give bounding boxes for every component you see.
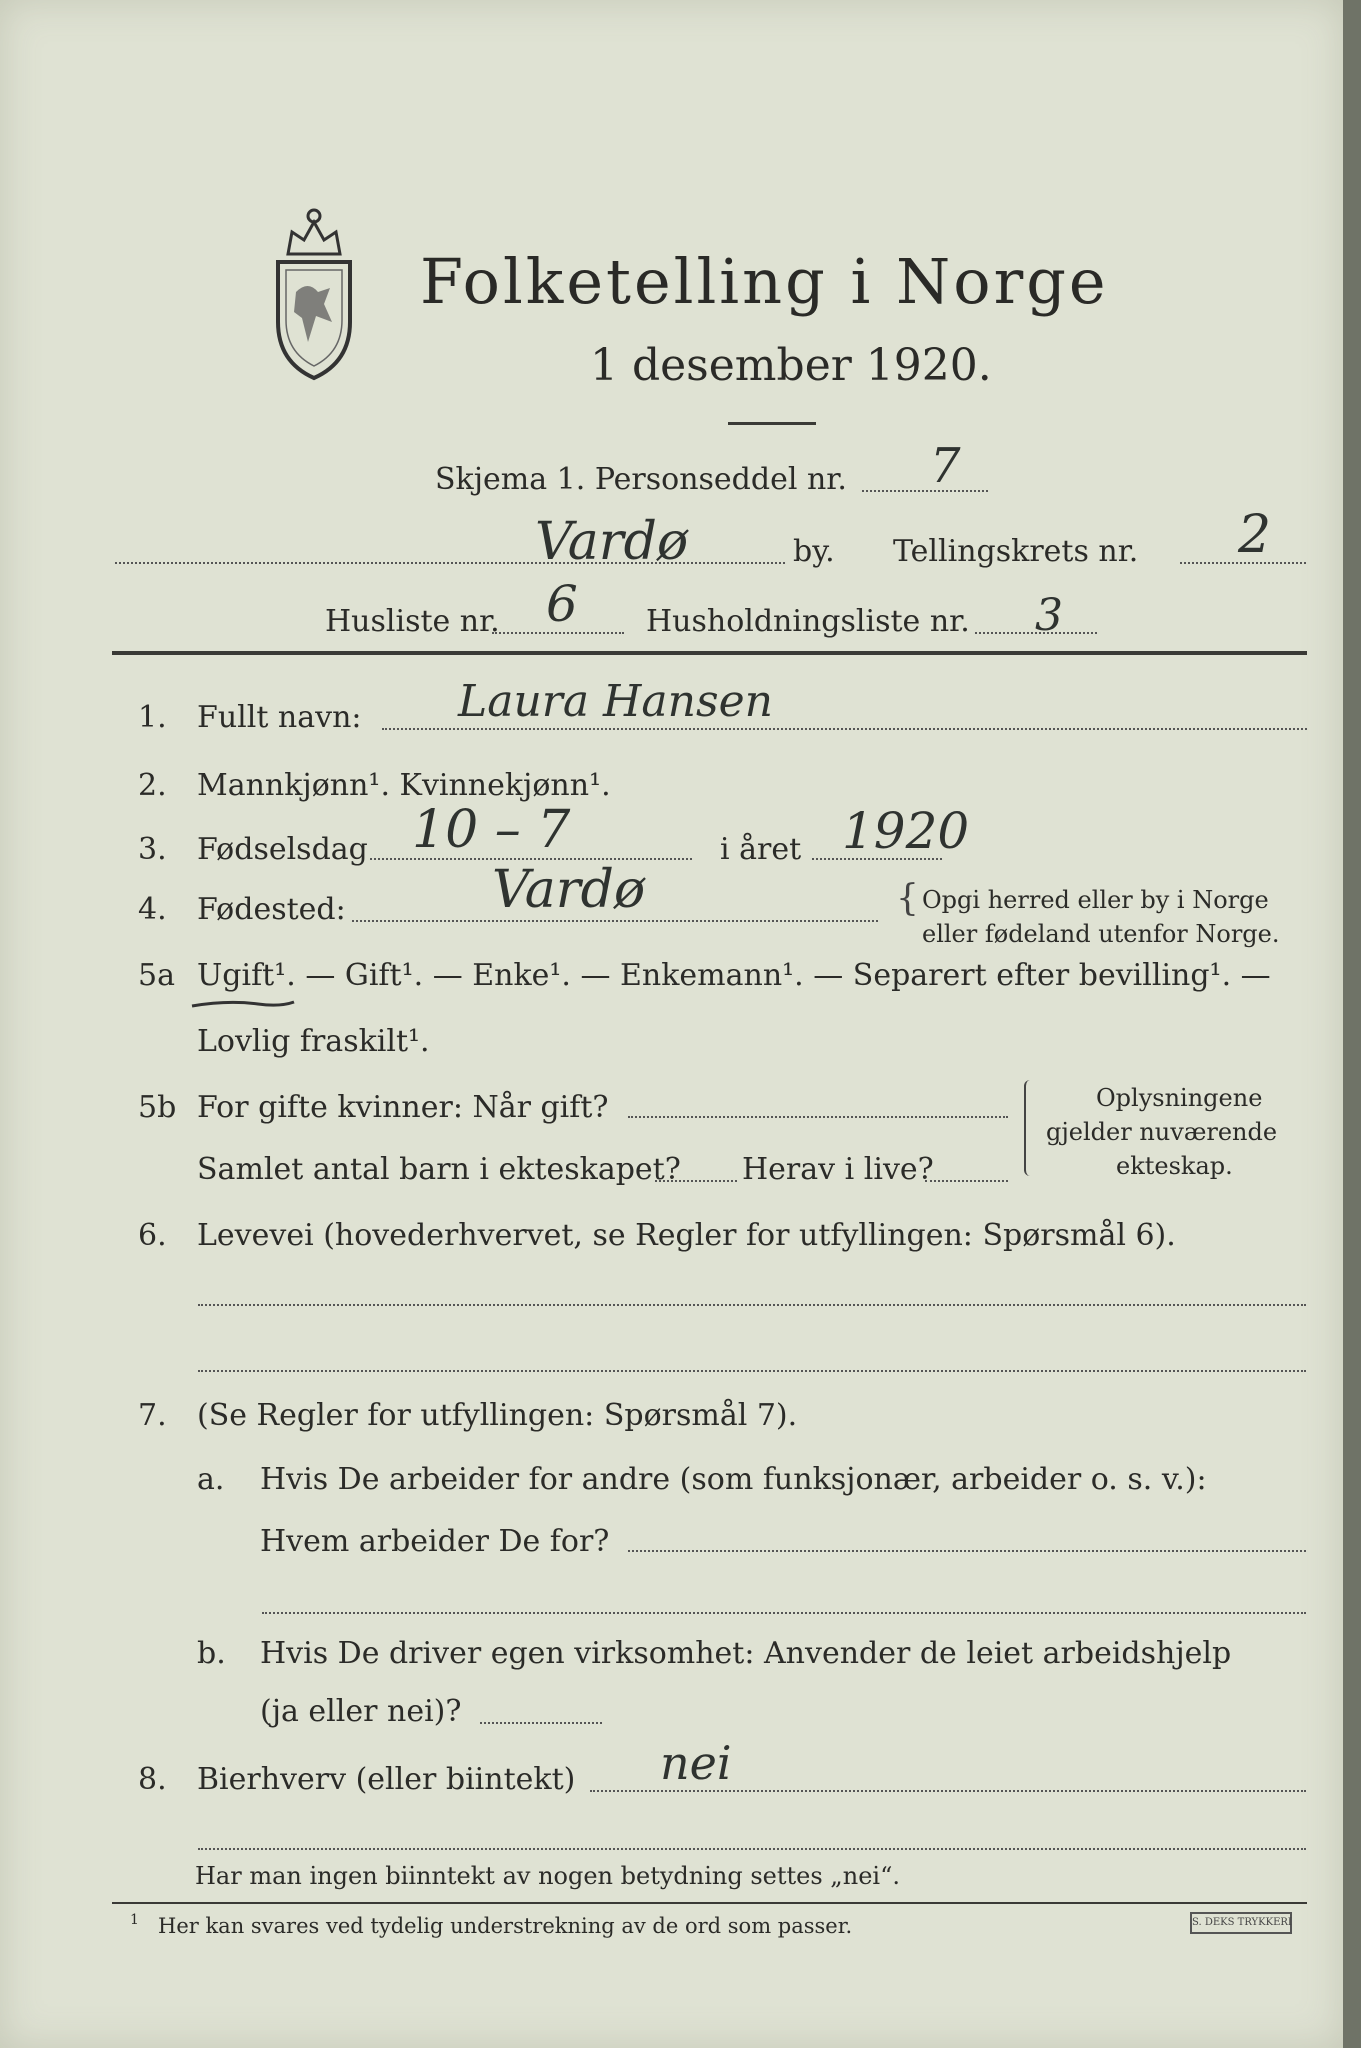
footnote-mark: 1 [130, 1912, 139, 1928]
q7-label: (Se Regler for utfyllingen: Spørsmål 7). [197, 1398, 798, 1433]
printer-stamp-text: S. DEKS TRYKKERI [1192, 1917, 1292, 1928]
tellingskrets-nr: 2 [1238, 505, 1272, 565]
q8-line [590, 1790, 1306, 1792]
q4-number: 4. [138, 892, 167, 927]
q4-brace: { [896, 878, 919, 919]
q6-label: Levevei (hovederhvervet, se Regler for utfyllingen: Spørsmål 6). [197, 1218, 1176, 1253]
q3-number: 3. [138, 832, 167, 867]
q5b-note1: Oplysningene [1096, 1084, 1263, 1112]
q3-day-answer: 10 – 7 [412, 800, 571, 860]
tellingskrets-label: Tellingskrets nr. [893, 534, 1139, 569]
q7-number: 7. [138, 1398, 167, 1433]
ugift-underline-mark [188, 996, 298, 1014]
q5b-brace [1024, 1080, 1034, 1176]
q2-label: Mannkjønn¹. Kvinnekjønn¹. [197, 768, 611, 803]
husliste-nr: 6 [546, 575, 578, 633]
husholdning-nr: 3 [1035, 590, 1063, 641]
q5b-children-line [655, 1180, 737, 1182]
header-divider [728, 422, 816, 425]
by-label: by. [793, 534, 835, 569]
q5b-line [628, 1116, 1008, 1118]
q3-year-answer: 1920 [842, 802, 970, 860]
q8-number: 8. [138, 1762, 167, 1797]
q7a-label2: Hvem arbeider De for? [260, 1524, 610, 1559]
q1-answer: Laura Hansen [458, 676, 773, 727]
printer-stamp [1190, 1912, 1292, 1934]
q1-label: Fullt navn: [197, 700, 362, 735]
husholdning-label: Husholdningsliste nr. [646, 604, 970, 639]
footer-note: Har man ingen biinntekt av nogen betydning settes „nei“. [195, 1862, 900, 1890]
q7a-line1 [628, 1550, 1306, 1552]
husliste-label: Husliste nr. [325, 604, 500, 639]
q5b-label2: Samlet antal barn i ekteskapet? [197, 1152, 681, 1187]
q1-line [382, 728, 1307, 730]
q7a-line2 [262, 1612, 1306, 1614]
q8-line2 [198, 1848, 1306, 1850]
q5b-note2: gjelder nuværende [1046, 1118, 1278, 1146]
city-name: Vardø [535, 512, 689, 572]
personseddel-line [862, 490, 988, 492]
q5a-label2: Lovlig fraskilt¹. [197, 1024, 430, 1059]
footnote-text: Her kan svares ved tydelig understrekning av de ord som passer. [158, 1914, 853, 1938]
q4-label: Fødested: [197, 892, 346, 927]
q1-number: 1. [138, 700, 167, 735]
q5b-label3: Herav i live? [742, 1152, 934, 1187]
personseddel-nr: 7 [930, 438, 961, 494]
q7b-label: Hvis De driver egen virksomhet: Anvender de leiet arbeidshjelp [260, 1636, 1232, 1671]
q8-answer: nei [660, 1736, 732, 1790]
q8-label: Bierhverv (eller biintekt) [197, 1762, 576, 1797]
q6-number: 6. [138, 1218, 167, 1253]
q7a-label: Hvis De arbeider for andre (som funksjonær, arbeider o. s. v.): [260, 1462, 1207, 1497]
q6-line2 [198, 1370, 1306, 1372]
q3-label: Fødselsdag [197, 832, 368, 867]
q5b-alive-line [925, 1180, 1008, 1182]
q4-line [352, 920, 878, 922]
coat-of-arms-icon [258, 192, 370, 382]
form-title: Folketelling i Norge [420, 245, 1109, 318]
q7b-number: b. [197, 1636, 226, 1671]
q4-note1: Opgi herred eller by i Norge [922, 886, 1269, 914]
q6-line1 [198, 1304, 1306, 1306]
q5b-label: For gifte kvinner: Når gift? [197, 1090, 609, 1125]
q2-number: 2. [138, 768, 167, 803]
q4-note2: eller fødeland utenfor Norge. [922, 920, 1280, 948]
footer-divider [112, 1902, 1307, 1904]
q7b-label2: (ja eller nei)? [260, 1694, 462, 1729]
q7a-number: a. [197, 1462, 225, 1497]
q5b-number: 5b [138, 1090, 177, 1125]
q5b-note3: ekteskap. [1116, 1152, 1233, 1180]
q7b-line [480, 1722, 602, 1724]
q3-year-label: i året [720, 832, 802, 867]
form-date: 1 desember 1920. [590, 340, 992, 391]
q4-answer: Vardø [492, 860, 646, 920]
q5a-number: 5a [138, 958, 175, 993]
skjema-label: Skjema 1. Personseddel nr. [435, 462, 847, 497]
section-divider [112, 651, 1307, 655]
q5a-label: Ugift¹. — Gift¹. — Enke¹. — Enkemann¹. — Separert efter bevilling¹. — [197, 958, 1271, 993]
